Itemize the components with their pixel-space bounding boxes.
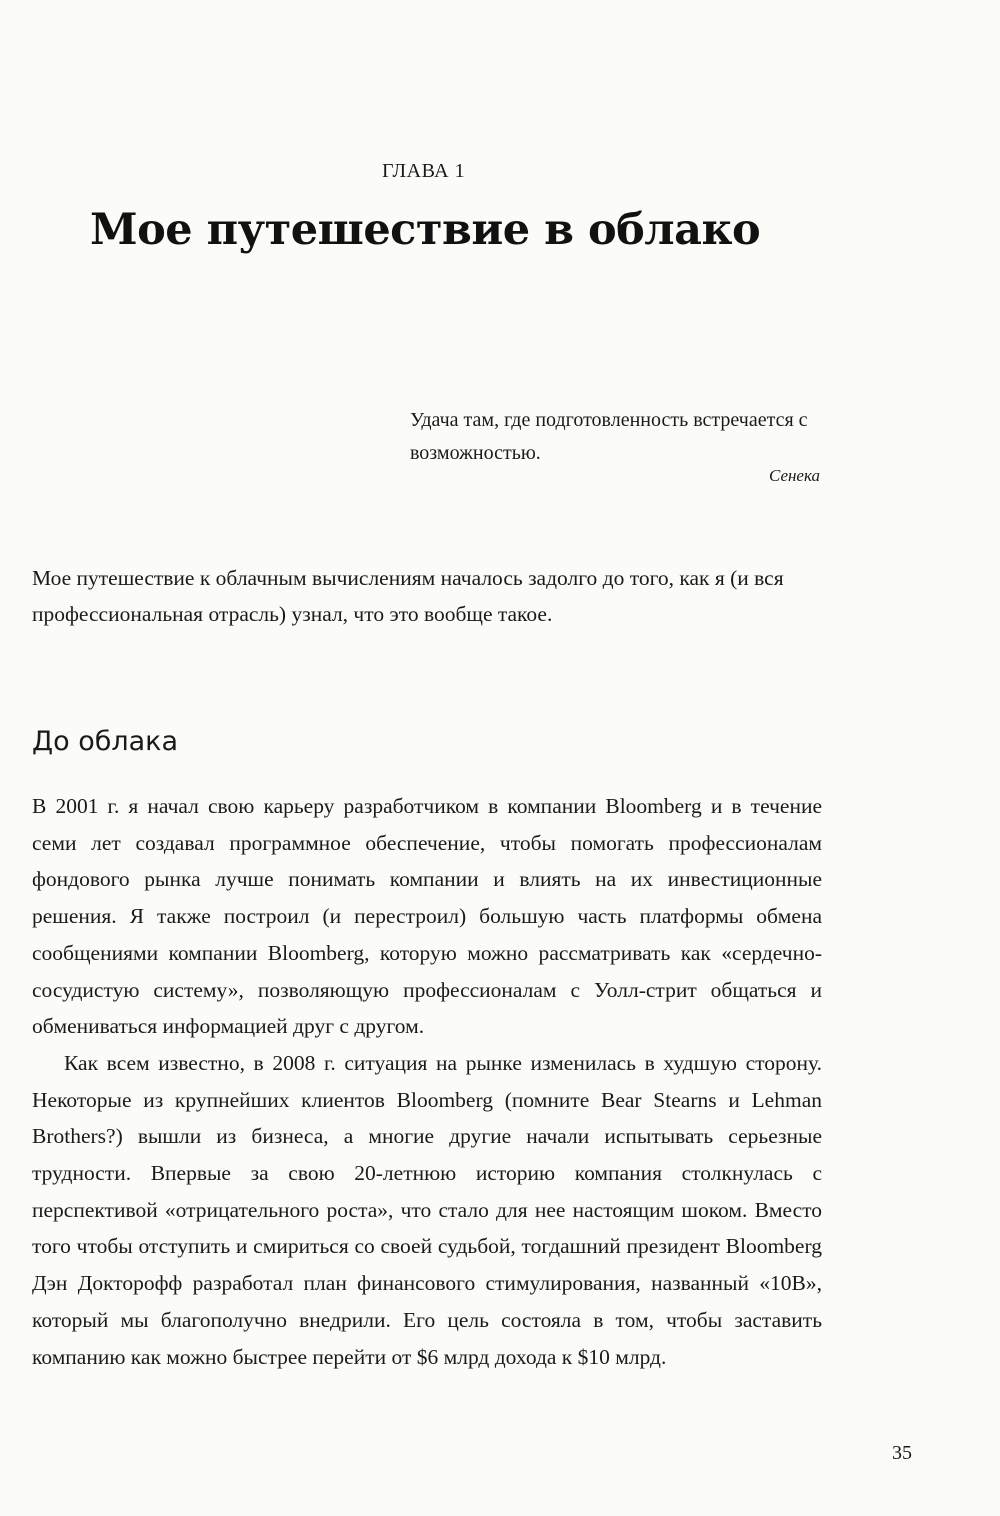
section-body	[32, 788, 822, 1375]
page-number: 35	[892, 1442, 912, 1464]
epigraph-author: Сенека	[768, 466, 820, 485]
chapter-label: ГЛАВА 1	[382, 160, 466, 182]
body-paragraph: Как всем известно, в 2008 г. ситуация на рынке изменилась в худшую сторону. Некоторые из крупнейших клиентов Bloomberg (помните Bear Stearns и Lehman Brothers?) вышли из бизнеса, а многие другие начали испытывать серьезные трудности. Впервые за свою 20-летнюю историю компания столкнулась с перспективой «отрицательного роста», что стало для нее настоящим шоком. Вместо того чтобы отступить и смириться со своей судьбой, тогдашний президент Bloomberg Дэн Докторофф разработал план финансового стимулирования, названный «10B», который мы благополучно внедрили. Его цель состояла в том, чтобы заставить компанию как можно быстрее перейти от $6 млрд дохода к $10 млрд.	[32, 1050, 822, 1369]
chapter-title: Мое путешествие в облако	[90, 205, 761, 255]
epigraph-quote: Удача там, где подготовленность встречается с возможностью.	[410, 409, 808, 464]
intro-paragraph: Мое путешествие к облачным вычислениям началось задолго до того, как я (и вся профессиональная отрасль) узнал, что это вообще такое.	[32, 566, 784, 626]
body-paragraph: В 2001 г. я начал свою карьеру разработчиком в компании Bloomberg и в течение семи лет создавал программное обеспечение, чтобы помогать профессионалам фондового рынка лучше понимать компании и влиять на их инвестиционные решения. Я также построил (и перестроил) большую часть платформы обмена сообщениями компании Bloomberg, которую можно рассматривать как «сердечно-сосудистую систему», позволяющую профессионалам с Уолл-стрит общаться и обмениваться информацией друг с другом.	[32, 794, 822, 1039]
section-heading: До облака	[32, 726, 179, 757]
